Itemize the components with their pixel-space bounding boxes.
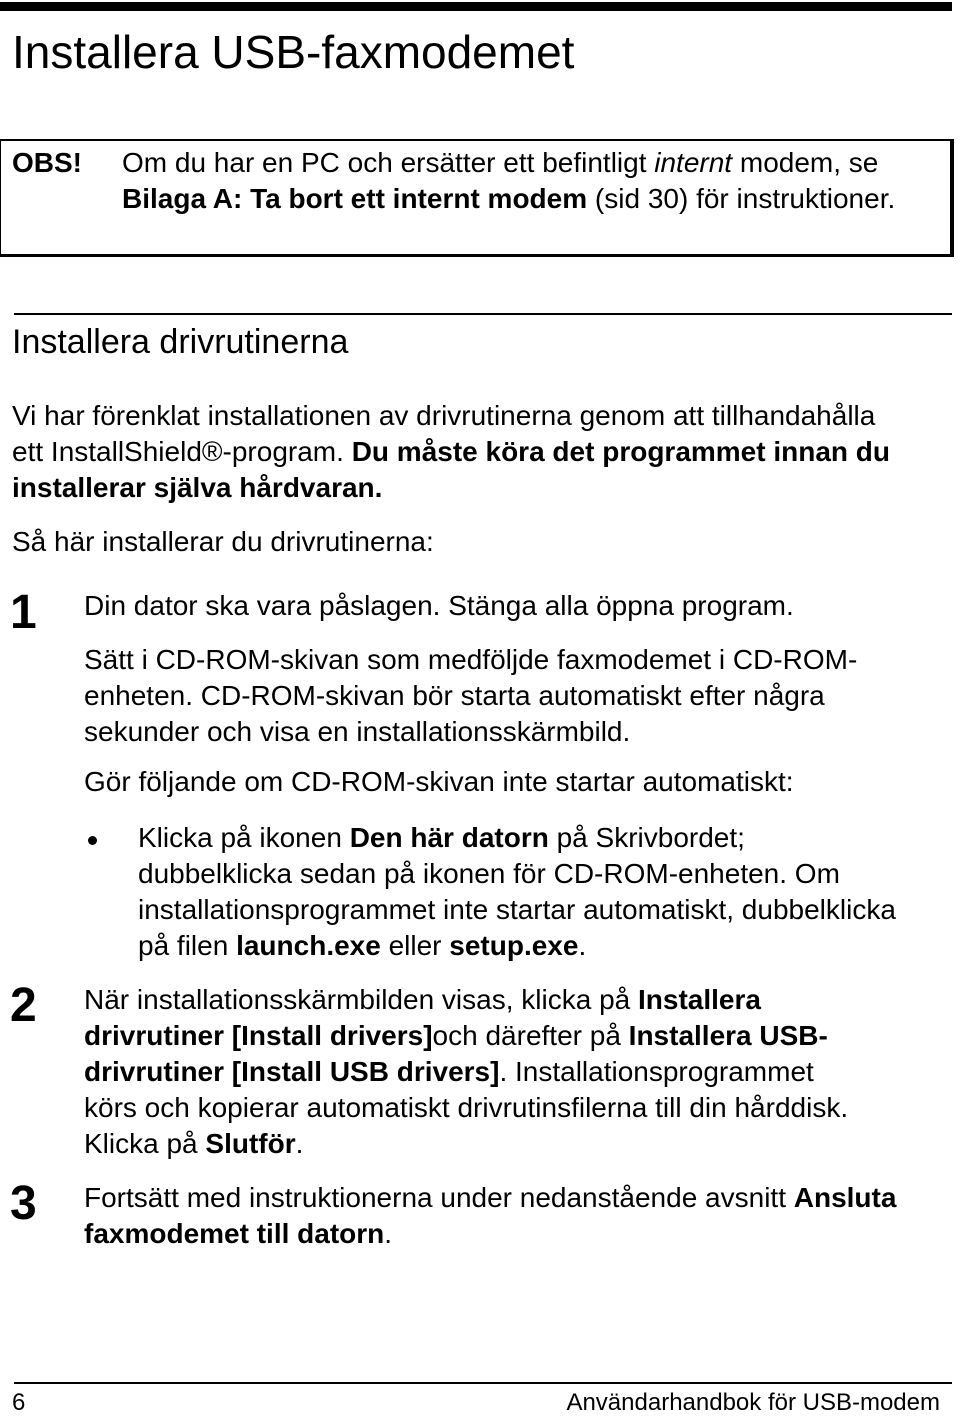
note-text-part: (sid 30) för instruktioner. <box>587 183 896 214</box>
step-3-bold: Ansluta faxmodemet till datorn <box>84 1182 897 1249</box>
top-rule <box>0 2 952 11</box>
page-title: Installera USB-faxmodemet <box>12 26 575 78</box>
step-1-cdrom-text: Sätt i CD-ROM-skivan som medföljde faxmodemet i CD-ROM-enheten. CD-ROM-skivan bör starta automatiskt efter några sekunder och visa en installationsskärmbild. <box>84 644 858 747</box>
registered-mark: ® <box>201 436 223 467</box>
section-heading: Installera drivrutinerna <box>12 323 349 361</box>
step-2-part: . <box>295 1128 304 1159</box>
bullet-part: på Skrivbordet; dubbelklicka sedan på ikonen för CD-ROM-enheten. Om installationsprogrammet inte startar automatiskt, dubbelklicka på filen <box>138 822 896 961</box>
step-2-part: När installationsskärmbilden visas, klicka på <box>84 984 638 1015</box>
note-text <box>122 145 942 217</box>
intro-warning: Du måste köra det programmet innan du installerar själva hårdvaran. <box>12 436 891 503</box>
bullet-bold: Den här datorn <box>349 822 549 853</box>
note-text-part: modem, se <box>732 147 879 178</box>
step-3-part: Fortsätt med instruktionerna under nedanstående avsnitt <box>84 1182 794 1213</box>
bullet-part: . <box>578 930 587 961</box>
bullet-part: eller <box>380 930 450 961</box>
bullet-bold: launch.exe <box>236 930 381 961</box>
bullet-text <box>138 820 898 964</box>
bullet-bold: setup.exe <box>449 930 579 961</box>
step-2-part: . Installationsprogrammet körs och kopierar automatiskt drivrutinsfilerna till din hårddisk. Klicka på <box>84 1056 849 1159</box>
step-3-part: . <box>384 1218 393 1249</box>
step-1-text: Din dator ska vara påslagen. Stänga alla öppna program. <box>84 590 794 621</box>
note-italic: internt <box>654 147 733 178</box>
bullet-icon <box>88 836 97 845</box>
step-number-3: 3 <box>10 1177 37 1230</box>
footer-rule <box>14 1382 952 1384</box>
step-number-1: 1 <box>10 586 37 639</box>
step-2-bold: Installera USB-drivrutiner [Install USB drivers] <box>84 1020 828 1087</box>
howto-line: Så här installerar du drivrutinerna: <box>12 526 434 557</box>
page-number: 6 <box>12 1389 26 1416</box>
bullet-part: Klicka på ikonen <box>138 822 350 853</box>
step-2-bold: Slutför <box>205 1128 296 1159</box>
step-2-text <box>84 982 874 1162</box>
footer-title: Användarhandbok för USB-modem <box>566 1389 940 1416</box>
step-3-text <box>84 1180 904 1252</box>
intro-text: -program. <box>222 436 352 467</box>
section-rule <box>14 313 952 315</box>
intro-paragraph <box>12 398 912 506</box>
note-label: OBS! <box>12 147 82 178</box>
note-appendix-link: Bilaga A: Ta bort ett internt modem <box>122 183 588 214</box>
step-2-bold: Installera drivrutiner [Install drivers] <box>84 984 761 1051</box>
step-2-part: och därefter på <box>432 1020 629 1051</box>
step-1-fallback-text: Gör följande om CD-ROM-skivan inte startar automatiskt: <box>84 766 794 797</box>
step-number-2: 2 <box>10 979 37 1032</box>
note-text-part: Om du har en PC och ersätter ett befintligt <box>122 147 655 178</box>
intro-text: Vi har förenklat installationen av drivrutinerna genom att tillhandahålla ett InstallShield <box>12 400 876 467</box>
